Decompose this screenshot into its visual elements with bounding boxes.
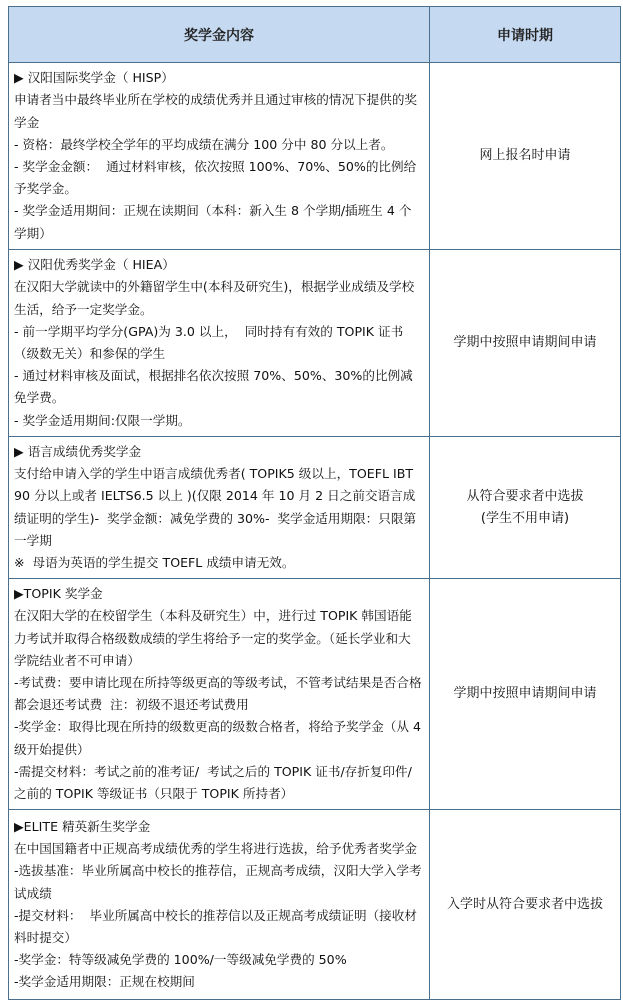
scholarship-content-cell	[9, 810, 430, 1000]
scholarship-detail-line: - 奖学金适用期间:仅限一学期。	[14, 412, 191, 428]
scholarship-detail-line: -需提交材料：考试之前的准考证/ 考试之后的 TOPIK 证书/存折复印件/之前的 TOPIK 等级证书（只限于 TOPIK 所持者）	[14, 763, 412, 802]
application-period-cell: 学期中按照申请期间申请	[430, 250, 621, 437]
table-row	[9, 63, 621, 250]
scholarship-title: ▶TOPIK 奖学金	[14, 586, 103, 602]
scholarship-detail-line: 在汉阳大学就读中的外籍留学生中(本科及研究生)，根据学业成绩及学校生活，给予一定奖学金。	[14, 279, 415, 317]
scholarship-detail-line: -奖学金：特等级减免学费的 100%/一等级减免学费的 50%	[14, 952, 347, 968]
scholarship-detail-line: 在中国国籍者中正规高考成绩优秀的学生将进行选拔，给予优秀者奖学金	[14, 841, 417, 857]
scholarship-detail-line: -选拔基准：毕业所属高中校长的推荐信，正规高考成绩，汉阳大学入学考试成绩	[14, 863, 422, 901]
scholarship-content-cell	[9, 437, 430, 579]
scholarship-detail-line: - 奖学金适用期间：正规在读期间（本科：新入生 8 个学期/插班生 4 个学期）	[14, 203, 412, 241]
application-period-cell: 网上报名时申请	[430, 63, 621, 250]
application-period-cell: 入学时从符合要求者中选拔	[430, 810, 621, 1000]
scholarship-title: ▶ 语言成绩优秀奖学金	[14, 444, 142, 459]
table-row	[9, 810, 621, 1000]
period-column-header: 申请时期	[430, 7, 621, 63]
scholarship-detail-line: -奖学金：取得比现在所持的级数更高的级数合格者，将给予奖学金（从 4 级开始提供）	[14, 719, 425, 757]
scholarship-title: ▶ 汉阳优秀奖学金（ HIEA）	[14, 257, 175, 273]
application-period-text: 从符合要求者中选拔 (学生不用申请)	[466, 488, 584, 526]
scholarship-table-container	[8, 6, 620, 1000]
scholarship-table	[8, 6, 621, 1000]
scholarship-detail-line: ※ 母语为英语的学生提交 TOEFL 成绩申请无效。	[14, 555, 295, 571]
scholarship-detail-line: - 通过材料审核及面试，根据排名依次按照 70%、50%、30%的比例减免学费。	[14, 368, 413, 406]
scholarship-detail-line: 支付给申请入学的学生中语言成绩优秀者( TOPIK5 级以上，TOEFL IBT 90 分以上或者 IELTS6.5 以上 )(仅限 2014 年 10 月 2 日之前交语言成绩证明的学生)- 奖学金额：减免学费的 30%- 奖学金适用期限：只限第一学期	[14, 466, 418, 548]
scholarship-detail-line: 在汉阳大学的在校留学生（本科及研究生）中，进行过 TOPIK 韩国语能力考试并取得合格级数成绩的学生将给予一定的奖学金。（延长学业和大学院结业者不可申请）	[14, 608, 412, 668]
scholarship-content-cell	[9, 579, 430, 810]
table-row	[9, 250, 621, 437]
scholarship-detail-line: - 前一学期平均学分(GPA)为 3.0 以上， 同时持有有效的 TOPIK 证书（级数无关）和参保的学生	[14, 323, 404, 361]
table-row	[9, 437, 621, 579]
scholarship-detail-line: 申请者当中最终毕业所在学校的成绩优秀并且通过审核的情况下提供的奖学金	[14, 92, 417, 130]
scholarship-detail-line: - 奖学金金额： 通过材料审核，依次按照 100%、70%、50%的比例给予奖学金。	[14, 159, 417, 197]
scholarship-content-cell	[9, 63, 430, 250]
application-period-cell	[430, 437, 621, 579]
scholarship-detail-line: -考试费：要申请比现在所持等级更高的等级考试，不管考试结果是否合格都会退还考试费 注：初级不退还考试费用	[14, 675, 422, 713]
scholarship-content-cell	[9, 250, 430, 437]
application-period-cell: 学期中按照申请期间申请	[430, 579, 621, 810]
table-header-row	[9, 7, 621, 63]
content-column-header: 奖学金内容	[9, 7, 430, 63]
scholarship-detail-line: - 资格：最终学校全学年的平均成绩在满分 100 分中 80 分以上者。	[14, 136, 394, 152]
table-row	[9, 579, 621, 810]
scholarship-title: ▶ELITE 精英新生奖学金	[14, 818, 151, 834]
scholarship-detail-line: -提交材料： 毕业所属高中校长的推荐信以及正规高考成绩证明（接收材料时提交）	[14, 907, 417, 945]
scholarship-title: ▶ 汉阳国际奖学金（ HISP）	[14, 70, 174, 86]
scholarship-detail-line: -奖学金适用期限：正规在校期间	[14, 974, 195, 990]
